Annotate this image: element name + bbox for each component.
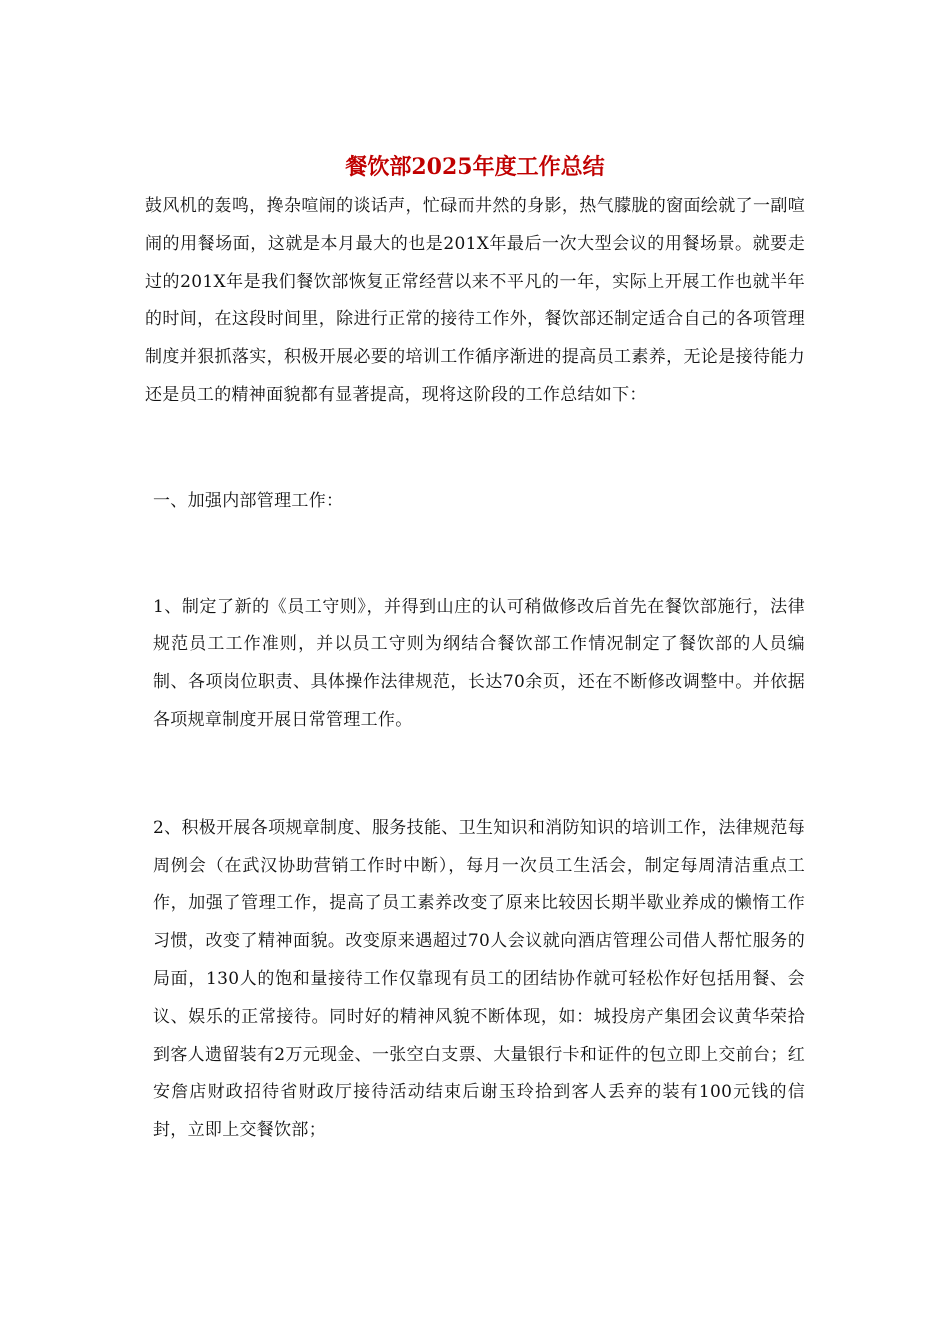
list-item-2: 2、积极开展各项规章制度、服务技能、卫生知识和消防知识的培训工作，法律规范每周例会（在武汉协助营销工作时中断），每月一次员工生活会，制定每周清洁重点工作，加强了管理工作，提高了员工素养改变了原来比较因长期半歇业养成的懒惰工作习惯，改变了精神面貌。改变原来遇超过70人会议就向酒店管理公司借人帮忙服务的局面，130人的饱和量接待工作仅靠现有员工的团结协作就可轻松作好包括用餐、会议、娱乐的正常接待。同时好的精神风貌不断体现，如：城投房产集团会议黄华荣拾到客人遗留装有2万元现金、一张空白支票、大量银行卡和证件的包立即上交前台；红安詹店财政招待省财政厅接待活动结束后谢玉玲拾到客人丢弃的装有100元钱的信封，立即上交餐饮部； (153, 817, 805, 1141)
spacer (145, 521, 805, 589)
spacer (145, 740, 805, 810)
spacer (145, 415, 805, 483)
list-item-1: 1、制定了新的《员工守则》，并得到山庄的认可稍做修改后首先在餐饮部施行，法律规范员工工作准则，并以员工守则为纲结合餐饮部工作情况制定了餐饮部的人员编制、各项岗位职责、具体操作法律规范，长达70余页，还在不断修改调整中。并依据各项规章制度开展日常管理工作。 (153, 596, 805, 730)
intro-paragraph: 鼓风机的轰鸣，搀杂喧闹的谈话声，忙碌而井然的身影，热气朦胧的窗面绘就了一副喧闹的用餐场面，这就是本月最大的也是201X年最后一次大型会议的用餐场景。就要走过的201X年是我们餐饮部恢复正常经营以来不平凡的一年，实际上开展工作也就半年的时间，在这段时间里，除进行正常的接待工作外，餐饮部还制定适合自己的各项管理制度并狠抓落实，积极开展必要的培训工作循序渐进的提高员工素养，无论是接待能力还是员工的精神面貌都有显著提高，现将这阶段的工作总结如下： (145, 196, 805, 405)
section-heading: 一、加强内部管理工作： (153, 490, 344, 511)
document-title: 餐饮部2025年度工作总结 (345, 154, 605, 180)
document-body (145, 188, 805, 1150)
